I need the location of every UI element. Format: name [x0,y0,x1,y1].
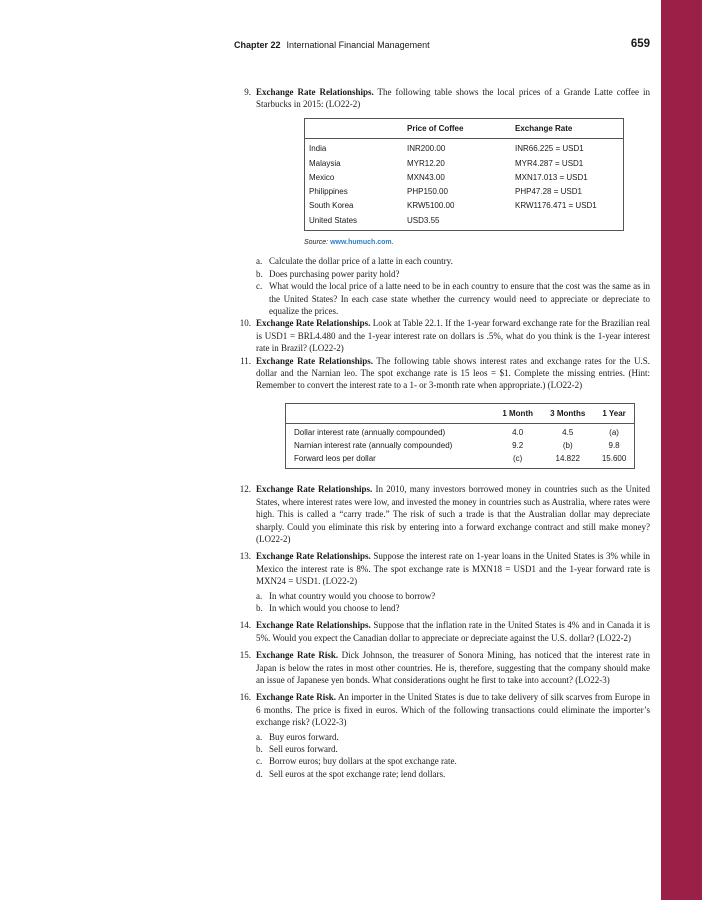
problem-text: Dick Johnson, the treasurer of Sonora Mining, has noticed that the interest rate in Japan is below the rates in most other countries. He is, therefore, suggesting that the company should make an issue of Japanese yen bonds. What considerations ought he first to take into account? (LO22-3) [256,650,650,685]
table-cell: Malaysia [309,158,341,168]
problem-number: 14. [239,620,251,631]
table-row [305,185,624,199]
table-cell: South Korea [309,201,354,211]
problem-text: Look at Table 22.1. If the 1-year forward exchange rate for the Brazilian real is USD1 = BRL4.480 and the 1-year interest rate on dollars is .5%, what do you think is the 1-year interest rate in Brazil? (LO22-2) [256,318,650,354]
table-cell: MYR12.20 [407,158,445,168]
table-cell: (c) [513,454,523,464]
part-text: What would the local price of a latte need to be in each country to ensure that the cost was the same as in the United States? In each case state whether the currency would need to appreciate or depreciate to equalize the prices. [269,281,650,317]
table-header [305,118,404,138]
table-cell [511,213,624,230]
table-row [305,139,624,156]
list-item [256,755,650,767]
list-item [256,731,650,743]
table-row [305,156,624,170]
problem-title: Exchange Rate Relationships. [256,355,373,366]
table-cell: India [309,144,327,154]
coffee-price-table [304,118,624,231]
problem-12 [234,483,650,545]
problem-title: Exchange Rate Relationships. [256,551,371,562]
table-cell: MXN17.013 = USD1 [515,172,588,182]
chapter-label: Chapter 22 [234,40,281,50]
table-row [305,199,624,213]
table-cell: 9.2 [512,441,524,451]
sub-questions [256,255,650,317]
table-cell: 4.0 [512,428,524,438]
table-cell: Narnian interest rate (annually compounded) [294,441,453,451]
source-link[interactable]: www.humuch.com [330,239,392,246]
problem-title: Exchange Rate Relationships. [256,484,373,495]
problem-text: The following table shows interest rates and exchange rates for the U.S. dollar and the Narnian leo. The spot exchange rate is 15 leos = $1. Complete the missing entries. (Hint: Remember to convert the interest rate to a 1- or 3-month rate when appropriate.) (LO22-2) [256,355,650,391]
part-text: Does purchasing power parity hold? [269,268,400,279]
table-cell: USD3.55 [407,215,440,225]
part-text: Sell euros at the spot exchange rate; lend dollars. [269,768,446,779]
sub-questions [256,590,650,615]
problem-text: Suppose the interest rate on 1-year loans in the United States is 3% while in Mexico the interest rate is 8%. The spot exchange rate is MXN18 = USD1 and the 1-year forward rate is MXN24 = USD1. (LO22-2) [256,551,650,587]
list-item [256,590,650,602]
sub-questions [256,731,650,781]
problem-number: 16. [239,692,251,703]
running-header [234,40,650,50]
problem-list [234,86,650,780]
page-number: 659 [630,38,650,50]
list-item [256,255,650,267]
problem-16 [234,691,650,780]
table-header: Exchange Rate [511,118,624,138]
part-letter: b. [256,268,263,279]
table-header: Price of Coffee [403,118,511,138]
table-cell: Mexico [309,172,335,182]
table-cell: KRW1176.471 = USD1 [515,201,597,211]
table-cell: MXN43.00 [407,172,445,182]
list-item [256,280,650,317]
list-item [256,268,650,280]
problem-title: Exchange Rate Risk. [256,650,339,661]
problem-text: In 2010, many investors borrowed money in countries such as the United States, where interest rates were low, and invested the money in countries such as Australia, where rates were high. This is called a “carry trade.” The risk of such a trade is that the Australian dollar may depreciate sharply. Could you eliminate this risk by entering into a forward exchange contract and still make money? (LO22-2) [256,484,651,544]
problem-11 [234,355,650,470]
table-row [286,424,635,440]
problem-text: Suppose that the inflation rate in the United States is 4% and in Canada it is 5%. Would you expect the Canadian dollar to appreciate or depreciate against the U.S. dollar? (LO22-2) [256,620,650,643]
table-cell: United States [309,215,358,225]
part-letter: c. [256,756,263,767]
table-cell: 15.600 [601,454,627,464]
problem-number: 15. [239,650,251,661]
problem-text: An importer in the United States is due to take delivery of silk scarves from Europe in 6 months. The price is fixed in euros. Which of the following transactions could eliminate the importer’s exchange risk? (LO22-3) [256,692,650,728]
table-source: Source: www.humuch.com. [304,239,394,246]
table-cell: Forward leos per dollar [294,454,376,464]
list-item [256,602,650,614]
source-label: Source: [304,239,329,246]
part-letter: b. [256,602,263,613]
problem-9 [234,86,650,317]
part-letter: c. [256,281,263,292]
table-cell: INR66.225 = USD1 [515,144,584,154]
part-text: Borrow euros; buy dollars at the spot exchange rate. [269,756,457,767]
problem-10 [234,317,650,354]
table-header: 1 Year [594,403,634,423]
list-item [256,743,650,755]
problem-number: 11. [240,355,251,366]
table-cell: 9.8 [608,441,620,451]
table-cell: KRW5100.00 [407,201,455,211]
problem-title: Exchange Rate Relationships. [256,620,371,631]
problem-title: Exchange Rate Relationships. [256,87,374,97]
problem-text: The following table shows the local prices of a Grande Latte coffee in Starbucks in 2015: (LO22-2) [256,87,651,110]
table-header: 1 Month [494,403,541,423]
problem-15 [234,649,650,686]
problem-number: 13. [239,551,251,562]
table-cell: 14.822 [555,454,580,464]
part-text: In which would you choose to lend? [269,602,400,613]
part-letter: a. [256,590,263,601]
table-header [286,403,495,423]
table-cell: MYR4.287 = USD1 [515,158,584,168]
part-text: Buy euros forward. [269,731,339,742]
problem-number: 9. [244,87,251,97]
list-item [256,768,650,780]
table-cell: Philippines [309,187,348,197]
part-letter: a. [256,731,263,742]
part-letter: a. [256,256,263,267]
table-cell: (a) [609,428,619,438]
problem-number: 10. [239,318,251,329]
table-cell: INR200.00 [407,144,446,154]
part-text: Calculate the dollar price of a latte in each country. [269,256,453,267]
part-text: Sell euros forward. [269,744,338,754]
side-color-band [661,0,702,900]
part-letter: d. [256,768,263,779]
table-cell: (b) [562,441,573,451]
problem-title: Exchange Rate Relationships. [256,318,371,329]
table-row [305,170,624,184]
part-text: In what country would you choose to borrow? [269,590,436,601]
problem-title: Exchange Rate Risk. [256,692,337,703]
problem-13 [234,550,650,614]
table-row [305,213,624,230]
problem-14 [234,619,650,644]
table-row [286,440,635,453]
part-letter: b. [256,744,263,754]
table-header: 3 Months [541,403,594,423]
table-cell: PHP47.28 = USD1 [515,187,582,197]
table-cell: PHP150.00 [407,187,448,197]
chapter-title: International Financial Management [286,40,430,50]
interest-rate-table [285,403,635,469]
problem-number: 12. [239,484,251,495]
table-row [286,453,635,469]
table-cell: Dollar interest rate (annually compounded) [294,428,446,438]
table-cell: 4.5 [562,428,574,438]
